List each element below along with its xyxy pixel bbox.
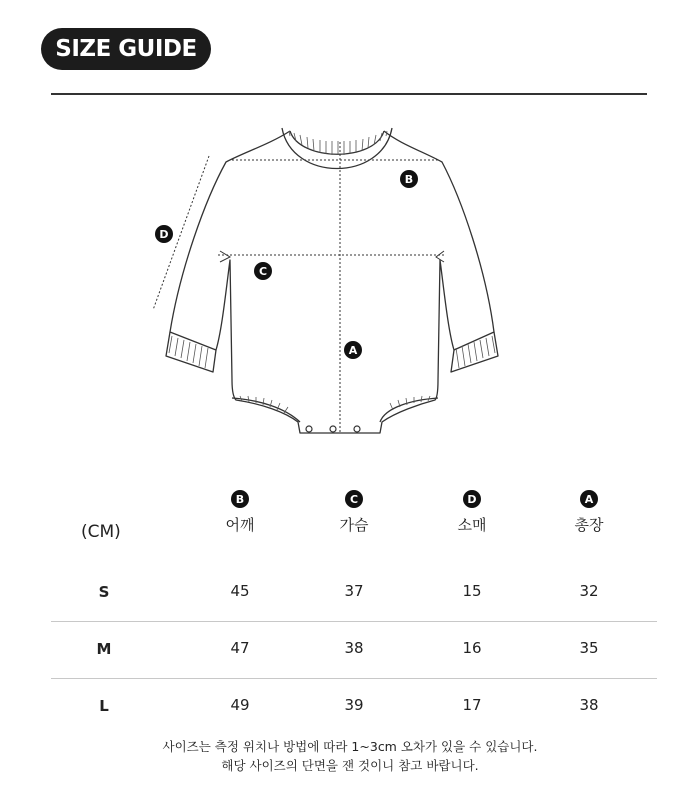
cell-value: 49: [230, 696, 250, 714]
cell-value: 45: [230, 582, 250, 600]
cell-value: 38: [579, 696, 599, 714]
bodysuit-diagram: [0, 100, 700, 460]
snap-button: [306, 426, 312, 432]
marker-a-badge: A: [580, 490, 598, 508]
size-label: L: [99, 697, 109, 715]
cell-value: 47: [230, 639, 250, 657]
marker-d-badge: D: [463, 490, 481, 508]
cell-value: 16: [462, 639, 482, 657]
snap-button: [330, 426, 336, 432]
cell-value: 38: [344, 639, 364, 657]
collar-ribbing: [289, 131, 387, 155]
cell-value: 15: [462, 582, 482, 600]
column-header-length: [549, 485, 629, 535]
column-label: 어깨: [225, 516, 255, 534]
title-divider: [51, 93, 647, 95]
title-text: SIZE GUIDE: [55, 36, 197, 62]
table-row: [51, 678, 657, 735]
size-guide-title: [41, 28, 211, 70]
note-line-2: 해당 사이즈의 단면을 잰 것이니 참고 바랍니다.: [221, 758, 479, 773]
size-label: S: [98, 583, 110, 601]
marker-b: [400, 170, 418, 188]
snap-button: [354, 426, 360, 432]
svg-text:D: D: [159, 228, 169, 241]
note-line-1: 사이즈는 측정 위치나 방법에 따라 1~3cm 오차가 있을 수 있습니다.: [162, 739, 538, 754]
cell-value: 39: [344, 696, 364, 714]
cell-value: 17: [462, 696, 482, 714]
table-row: [51, 621, 657, 678]
svg-text:C: C: [258, 265, 268, 278]
svg-text:A: A: [348, 344, 358, 357]
svg-text:B: B: [404, 173, 414, 186]
size-table: [51, 485, 657, 735]
marker-a: [344, 341, 362, 359]
table-header: [51, 485, 657, 565]
column-label: 가슴: [339, 516, 369, 534]
bodysuit-outline: [170, 131, 494, 433]
marker-c-badge: C: [345, 490, 363, 508]
cell-value: 37: [344, 582, 364, 600]
size-label: M: [96, 640, 112, 658]
unit-label: (CM): [81, 522, 121, 542]
table-row: [51, 565, 657, 621]
column-header-chest: [314, 485, 394, 535]
cell-value: 32: [579, 582, 599, 600]
cell-value: 35: [579, 639, 599, 657]
column-label: 소매: [457, 516, 487, 534]
marker-b-badge: B: [231, 490, 249, 508]
column-header-sleeve: [432, 485, 512, 535]
column-header-shoulder: [200, 485, 280, 535]
measurement-note: [0, 737, 700, 775]
column-label: 총장: [574, 516, 604, 534]
marker-c: [254, 262, 272, 280]
marker-d: [155, 225, 173, 243]
